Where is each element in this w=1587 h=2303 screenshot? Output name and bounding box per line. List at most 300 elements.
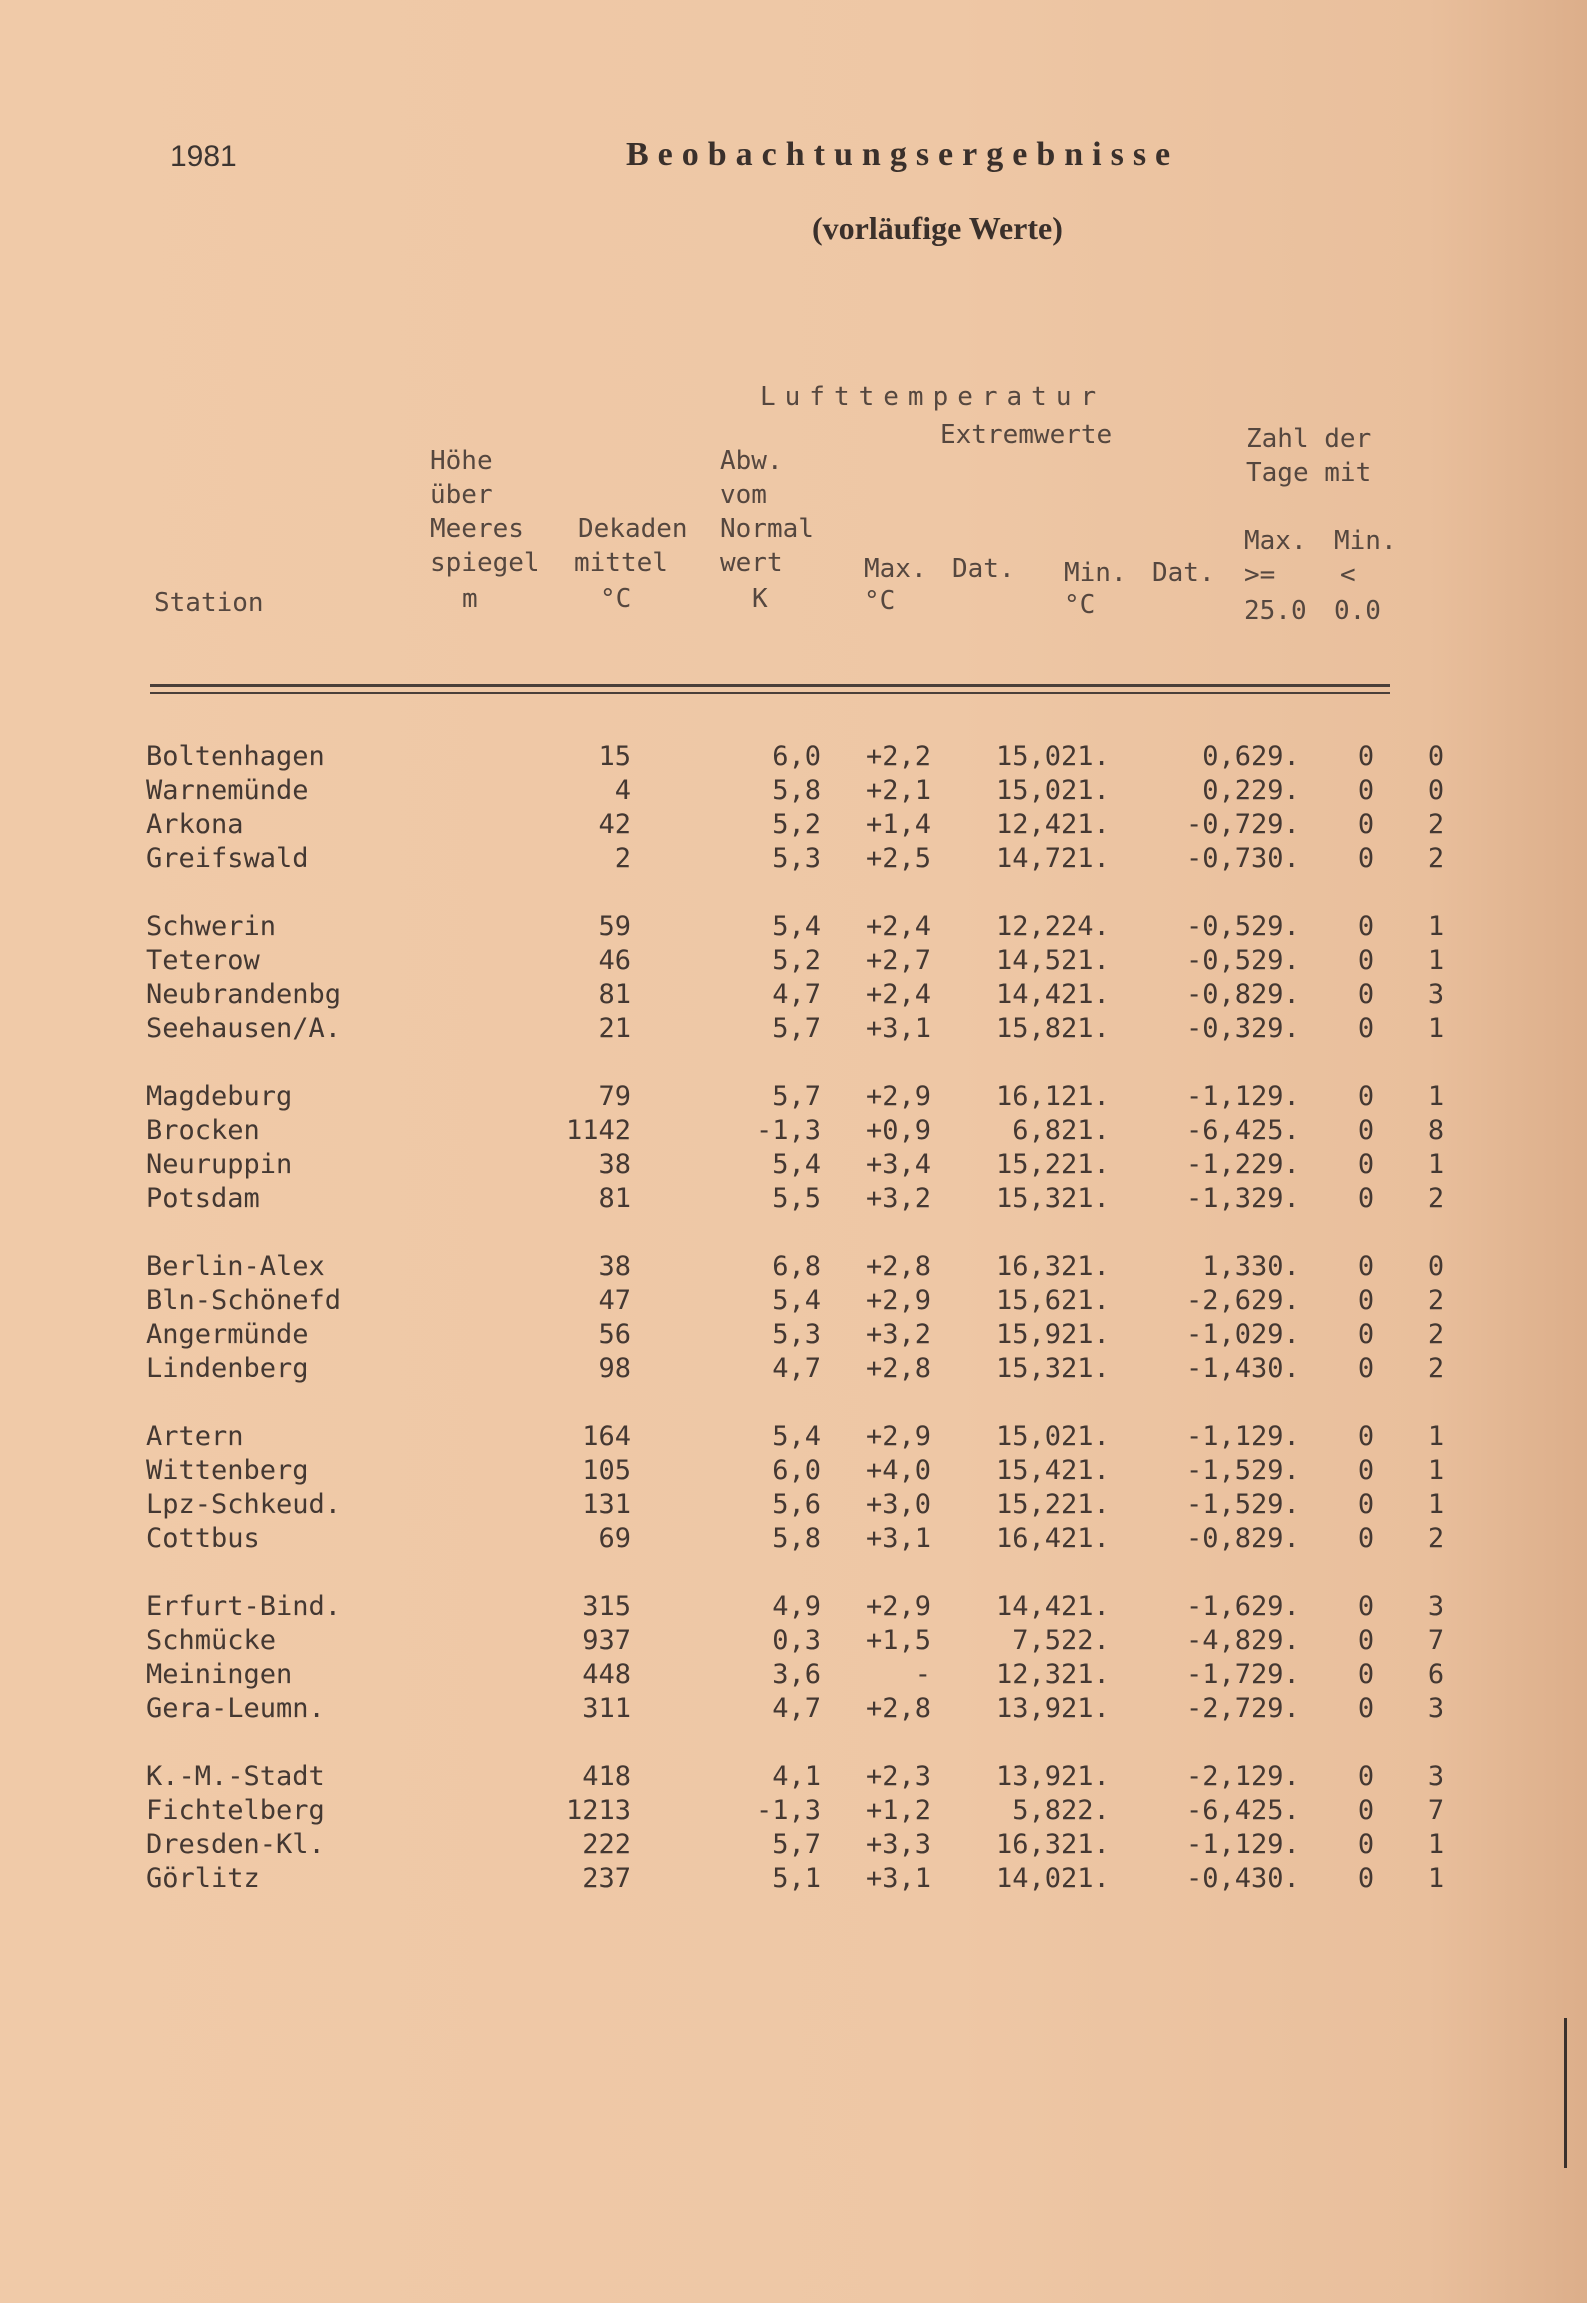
max-temp-cell: 15,2 bbox=[995, 1149, 1061, 1180]
hoehe-cell: 98 bbox=[598, 1353, 631, 1384]
min-date-cell: 29. bbox=[1251, 1421, 1300, 1452]
max-date-cell: 21. bbox=[1061, 843, 1110, 874]
min-temp-cell: 0,6 bbox=[1202, 741, 1251, 772]
min-temp-cell: -1,0 bbox=[1185, 1319, 1251, 1350]
table-row bbox=[146, 1862, 1471, 1896]
dekadenmittel-cell: 5,4 bbox=[772, 1421, 821, 1452]
max-date-cell: 21. bbox=[1061, 1523, 1110, 1554]
tage-max-cell: 0 bbox=[1357, 1149, 1375, 1180]
tage-min-cell: 2 bbox=[1427, 843, 1445, 874]
dekadenmittel-cell: 5,7 bbox=[772, 1013, 821, 1044]
max-temp-cell: 14,4 bbox=[995, 1591, 1061, 1622]
group-separator bbox=[146, 1046, 1471, 1080]
min-temp-cell: -1,6 bbox=[1185, 1591, 1251, 1622]
tage-max-cell: 0 bbox=[1357, 843, 1375, 874]
dekadenmittel-cell: 5,2 bbox=[772, 945, 821, 976]
station-name-cell: Schmücke bbox=[146, 1625, 277, 1656]
tage-min-cell: 2 bbox=[1427, 1183, 1445, 1214]
max-temp-cell: 13,9 bbox=[995, 1693, 1061, 1724]
header-dat-2: Dat. bbox=[1152, 558, 1215, 588]
header-max-unit: °C bbox=[864, 586, 896, 616]
dekadenmittel-cell: 4,9 bbox=[772, 1591, 821, 1622]
table-row bbox=[146, 1250, 1471, 1284]
tage-min-cell: 0 bbox=[1427, 775, 1445, 806]
table-row bbox=[146, 910, 1471, 944]
hoehe-cell: 448 bbox=[582, 1659, 631, 1690]
table-row bbox=[146, 1420, 1471, 1454]
dekadenmittel-cell: 3,6 bbox=[772, 1659, 821, 1690]
min-temp-cell: -0,5 bbox=[1185, 945, 1251, 976]
min-date-cell: 29. bbox=[1251, 1761, 1300, 1792]
max-temp-cell: 16,3 bbox=[995, 1829, 1061, 1860]
max-temp-cell: 7,5 bbox=[1012, 1625, 1061, 1656]
max-date-cell: 21. bbox=[1061, 775, 1110, 806]
max-date-cell: 21. bbox=[1061, 741, 1110, 772]
header-dekaden-1: Dekaden bbox=[578, 514, 688, 544]
max-temp-cell: 14,0 bbox=[995, 1863, 1061, 1894]
max-date-cell: 21. bbox=[1061, 945, 1110, 976]
max-temp-cell: 13,9 bbox=[995, 1761, 1061, 1792]
header-extremwerte: Extremwerte bbox=[940, 420, 1113, 450]
hoehe-cell: 69 bbox=[598, 1523, 631, 1554]
hoehe-cell: 79 bbox=[598, 1081, 631, 1112]
min-date-cell: 29. bbox=[1251, 1319, 1300, 1350]
abweichung-cell: +3,1 bbox=[865, 1863, 931, 1894]
max-date-cell: 21. bbox=[1061, 1591, 1110, 1622]
max-temp-cell: 15,0 bbox=[995, 741, 1061, 772]
min-temp-cell: -6,4 bbox=[1185, 1115, 1251, 1146]
min-temp-cell: -0,7 bbox=[1185, 809, 1251, 840]
abweichung-cell: - bbox=[914, 1659, 931, 1690]
table-row bbox=[146, 1658, 1471, 1692]
tage-min-cell: 1 bbox=[1427, 911, 1445, 942]
hoehe-cell: 311 bbox=[582, 1693, 631, 1724]
station-name-cell: Neubrandenbg bbox=[146, 979, 342, 1010]
min-date-cell: 29. bbox=[1251, 1013, 1300, 1044]
header-zahl-max-cond: >= bbox=[1244, 560, 1276, 590]
abweichung-cell: +2,8 bbox=[865, 1353, 931, 1384]
tage-max-cell: 0 bbox=[1357, 1625, 1375, 1656]
min-temp-cell: -2,1 bbox=[1185, 1761, 1251, 1792]
temperature-table bbox=[146, 740, 1471, 1896]
max-temp-cell: 14,7 bbox=[995, 843, 1061, 874]
min-temp-cell: -6,4 bbox=[1185, 1795, 1251, 1826]
station-name-cell: Neuruppin bbox=[146, 1149, 293, 1180]
hoehe-cell: 4 bbox=[614, 775, 631, 806]
header-zahl-max-value: 25.0 bbox=[1244, 596, 1307, 626]
dekadenmittel-cell: 5,3 bbox=[772, 843, 821, 874]
max-temp-cell: 15,0 bbox=[995, 775, 1061, 806]
header-hoehe-unit: m bbox=[462, 584, 478, 614]
max-temp-cell: 12,2 bbox=[995, 911, 1061, 942]
tage-max-cell: 0 bbox=[1357, 1285, 1375, 1316]
min-temp-cell: -1,7 bbox=[1185, 1659, 1251, 1690]
table-row bbox=[146, 1692, 1471, 1726]
tage-max-cell: 0 bbox=[1357, 1353, 1375, 1384]
max-temp-cell: 12,3 bbox=[995, 1659, 1061, 1690]
hoehe-cell: 81 bbox=[598, 1183, 631, 1214]
max-date-cell: 21. bbox=[1061, 1489, 1110, 1520]
table-row bbox=[146, 1828, 1471, 1862]
header-min-unit: °C bbox=[1064, 590, 1096, 620]
min-temp-cell: -1,5 bbox=[1185, 1455, 1251, 1486]
hoehe-cell: 1213 bbox=[565, 1795, 631, 1826]
tage-min-cell: 2 bbox=[1427, 1523, 1445, 1554]
tage-min-cell: 2 bbox=[1427, 1285, 1445, 1316]
header-hoehe-3: Meeres bbox=[430, 514, 524, 544]
max-temp-cell: 15,0 bbox=[995, 1421, 1061, 1452]
min-temp-cell: -1,1 bbox=[1185, 1421, 1251, 1452]
max-temp-cell: 12,4 bbox=[995, 809, 1061, 840]
hoehe-cell: 105 bbox=[582, 1455, 631, 1486]
tage-min-cell: 7 bbox=[1427, 1625, 1445, 1656]
dekadenmittel-cell: 4,1 bbox=[772, 1761, 821, 1792]
page-edge-mark bbox=[1564, 2018, 1567, 2168]
max-date-cell: 21. bbox=[1061, 1421, 1110, 1452]
abweichung-cell: +2,9 bbox=[865, 1081, 931, 1112]
min-date-cell: 29. bbox=[1251, 1829, 1300, 1860]
min-date-cell: 29. bbox=[1251, 1659, 1300, 1690]
dekadenmittel-cell: 4,7 bbox=[772, 979, 821, 1010]
header-tage-mit: Tage mit bbox=[1246, 458, 1372, 488]
hoehe-cell: 38 bbox=[598, 1251, 631, 1282]
tage-min-cell: 1 bbox=[1427, 1149, 1445, 1180]
max-temp-cell: 15,9 bbox=[995, 1319, 1061, 1350]
tage-max-cell: 0 bbox=[1357, 979, 1375, 1010]
header-zahl-der: Zahl der bbox=[1246, 424, 1372, 454]
max-date-cell: 21. bbox=[1061, 1149, 1110, 1180]
dekadenmittel-cell: 4,7 bbox=[772, 1693, 821, 1724]
station-name-cell: Bln-Schönefd bbox=[146, 1285, 342, 1316]
tage-max-cell: 0 bbox=[1357, 1829, 1375, 1860]
max-date-cell: 21. bbox=[1061, 979, 1110, 1010]
dekadenmittel-cell: 5,4 bbox=[772, 911, 821, 942]
max-temp-cell: 6,8 bbox=[1012, 1115, 1061, 1146]
max-date-cell: 21. bbox=[1061, 1183, 1110, 1214]
station-name-cell: Brocken bbox=[146, 1115, 260, 1146]
station-name-cell: Dresden-Kl. bbox=[146, 1829, 325, 1860]
table-row bbox=[146, 1148, 1471, 1182]
dekadenmittel-cell: 6,0 bbox=[772, 741, 821, 772]
table-row bbox=[146, 808, 1471, 842]
station-name-cell: Schwerin bbox=[146, 911, 277, 942]
table-row bbox=[146, 1794, 1471, 1828]
abweichung-cell: +1,5 bbox=[865, 1625, 931, 1656]
hoehe-cell: 237 bbox=[582, 1863, 631, 1894]
table-row bbox=[146, 1114, 1471, 1148]
dekadenmittel-cell: 5,2 bbox=[772, 809, 821, 840]
max-date-cell: 21. bbox=[1061, 1251, 1110, 1282]
table-row bbox=[146, 1624, 1471, 1658]
abweichung-cell: +2,8 bbox=[865, 1251, 931, 1282]
tage-max-cell: 0 bbox=[1357, 741, 1375, 772]
tage-max-cell: 0 bbox=[1357, 775, 1375, 806]
abweichung-cell: +2,4 bbox=[865, 979, 931, 1010]
min-date-cell: 29. bbox=[1251, 741, 1300, 772]
station-name-cell: Wittenberg bbox=[146, 1455, 309, 1486]
dekadenmittel-cell: 5,7 bbox=[772, 1829, 821, 1860]
max-temp-cell: 16,3 bbox=[995, 1251, 1061, 1282]
tage-min-cell: 1 bbox=[1427, 1829, 1445, 1860]
year: 1981 bbox=[170, 140, 237, 173]
header-abw-1: Abw. bbox=[720, 446, 783, 476]
hoehe-cell: 81 bbox=[598, 979, 631, 1010]
min-temp-cell: -0,5 bbox=[1185, 911, 1251, 942]
dekadenmittel-cell: 5,7 bbox=[772, 1081, 821, 1112]
max-date-cell: 21. bbox=[1061, 1761, 1110, 1792]
tage-max-cell: 0 bbox=[1357, 1863, 1375, 1894]
max-date-cell: 21. bbox=[1061, 1455, 1110, 1486]
tage-min-cell: 6 bbox=[1427, 1659, 1445, 1690]
header-abw-3: Normal bbox=[720, 514, 814, 544]
table-row bbox=[146, 1012, 1471, 1046]
abweichung-cell: +2,8 bbox=[865, 1693, 931, 1724]
station-name-cell: Magdeburg bbox=[146, 1081, 293, 1112]
max-date-cell: 24. bbox=[1061, 911, 1110, 942]
group-separator bbox=[146, 1726, 1471, 1760]
max-date-cell: 21. bbox=[1061, 1659, 1110, 1690]
station-name-cell: Gera-Leumn. bbox=[146, 1693, 325, 1724]
tage-min-cell: 1 bbox=[1427, 1421, 1445, 1452]
abweichung-cell: +0,9 bbox=[865, 1115, 931, 1146]
min-date-cell: 29. bbox=[1251, 1693, 1300, 1724]
tage-max-cell: 0 bbox=[1357, 1251, 1375, 1282]
tage-max-cell: 0 bbox=[1357, 1523, 1375, 1554]
min-date-cell: 30. bbox=[1251, 1863, 1300, 1894]
header-hoehe-1: Höhe bbox=[430, 446, 493, 476]
table-row bbox=[146, 1760, 1471, 1794]
header-rule-top bbox=[150, 684, 1390, 687]
station-name-cell: Teterow bbox=[146, 945, 260, 976]
tage-min-cell: 1 bbox=[1427, 1489, 1445, 1520]
tage-min-cell: 1 bbox=[1427, 1863, 1445, 1894]
tage-min-cell: 1 bbox=[1427, 1455, 1445, 1486]
hoehe-cell: 222 bbox=[582, 1829, 631, 1860]
tage-min-cell: 3 bbox=[1427, 1591, 1445, 1622]
header-rule-bottom bbox=[150, 692, 1390, 694]
max-temp-cell: 15,3 bbox=[995, 1183, 1061, 1214]
min-temp-cell: -1,1 bbox=[1185, 1081, 1251, 1112]
station-name-cell: Cottbus bbox=[146, 1523, 260, 1554]
abweichung-cell: +4,0 bbox=[865, 1455, 931, 1486]
hoehe-cell: 315 bbox=[582, 1591, 631, 1622]
station-name-cell: Lpz-Schkeud. bbox=[146, 1489, 342, 1520]
hoehe-cell: 38 bbox=[598, 1149, 631, 1180]
station-name-cell: Arkona bbox=[146, 809, 244, 840]
header-dekaden-2: mittel bbox=[574, 548, 668, 578]
min-temp-cell: -0,4 bbox=[1185, 1863, 1251, 1894]
tage-max-cell: 0 bbox=[1357, 809, 1375, 840]
hoehe-cell: 2 bbox=[614, 843, 631, 874]
min-date-cell: 29. bbox=[1251, 775, 1300, 806]
tage-min-cell: 1 bbox=[1427, 945, 1445, 976]
tage-max-cell: 0 bbox=[1357, 1081, 1375, 1112]
min-date-cell: 29. bbox=[1251, 1625, 1300, 1656]
station-name-cell: Angermünde bbox=[146, 1319, 309, 1350]
min-temp-cell: -2,7 bbox=[1185, 1693, 1251, 1724]
max-temp-cell: 15,2 bbox=[995, 1489, 1061, 1520]
abweichung-cell: +2,4 bbox=[865, 911, 931, 942]
group-separator bbox=[146, 876, 1471, 910]
max-temp-cell: 15,8 bbox=[995, 1013, 1061, 1044]
tage-min-cell: 2 bbox=[1427, 809, 1445, 840]
abweichung-cell: +3,1 bbox=[865, 1013, 931, 1044]
min-date-cell: 29. bbox=[1251, 945, 1300, 976]
station-name-cell: Greifswald bbox=[146, 843, 309, 874]
table-row bbox=[146, 740, 1471, 774]
tage-max-cell: 0 bbox=[1357, 1115, 1375, 1146]
max-date-cell: 21. bbox=[1061, 1863, 1110, 1894]
station-name-cell: Boltenhagen bbox=[146, 741, 325, 772]
abweichung-cell: +3,4 bbox=[865, 1149, 931, 1180]
tage-max-cell: 0 bbox=[1357, 1489, 1375, 1520]
tage-min-cell: 0 bbox=[1427, 741, 1445, 772]
station-name-cell: Lindenberg bbox=[146, 1353, 309, 1384]
tage-min-cell: 3 bbox=[1427, 1693, 1445, 1724]
max-temp-cell: 16,4 bbox=[995, 1523, 1061, 1554]
min-temp-cell: -1,4 bbox=[1185, 1353, 1251, 1384]
max-date-cell: 21. bbox=[1061, 1319, 1110, 1350]
dekadenmittel-cell: 5,5 bbox=[772, 1183, 821, 1214]
tage-min-cell: 1 bbox=[1427, 1013, 1445, 1044]
abweichung-cell: +2,7 bbox=[865, 945, 931, 976]
table-row bbox=[146, 978, 1471, 1012]
dekadenmittel-cell: 0,3 bbox=[772, 1625, 821, 1656]
min-date-cell: 29. bbox=[1251, 1183, 1300, 1214]
tage-min-cell: 7 bbox=[1427, 1795, 1445, 1826]
hoehe-cell: 56 bbox=[598, 1319, 631, 1350]
abweichung-cell: +2,9 bbox=[865, 1421, 931, 1452]
dekadenmittel-cell: 5,8 bbox=[772, 1523, 821, 1554]
header-abw-4: wert bbox=[720, 548, 783, 578]
group-separator bbox=[146, 1216, 1471, 1250]
dekadenmittel-cell: 5,1 bbox=[772, 1863, 821, 1894]
header-min: Min. bbox=[1064, 558, 1127, 588]
tage-max-cell: 0 bbox=[1357, 911, 1375, 942]
min-date-cell: 30. bbox=[1251, 843, 1300, 874]
table-row bbox=[146, 774, 1471, 808]
hoehe-cell: 42 bbox=[598, 809, 631, 840]
dekadenmittel-cell: 5,6 bbox=[772, 1489, 821, 1520]
min-date-cell: 25. bbox=[1251, 1115, 1300, 1146]
min-date-cell: 29. bbox=[1251, 1523, 1300, 1554]
group-separator bbox=[146, 1556, 1471, 1590]
hoehe-cell: 131 bbox=[582, 1489, 631, 1520]
min-temp-cell: -4,8 bbox=[1185, 1625, 1251, 1656]
header-hoehe-2: über bbox=[430, 480, 493, 510]
station-name-cell: Meiningen bbox=[146, 1659, 293, 1690]
station-name-cell: Seehausen/A. bbox=[146, 1013, 342, 1044]
table-row bbox=[146, 1522, 1471, 1556]
table-row bbox=[146, 1488, 1471, 1522]
max-temp-cell: 15,4 bbox=[995, 1455, 1061, 1486]
max-date-cell: 21. bbox=[1061, 1115, 1110, 1146]
max-date-cell: 21. bbox=[1061, 1013, 1110, 1044]
min-temp-cell: -0,7 bbox=[1185, 843, 1251, 874]
tage-max-cell: 0 bbox=[1357, 1761, 1375, 1792]
tage-min-cell: 3 bbox=[1427, 979, 1445, 1010]
tage-min-cell: 0 bbox=[1427, 1251, 1445, 1282]
dekadenmittel-cell: 6,0 bbox=[772, 1455, 821, 1486]
hoehe-cell: 47 bbox=[598, 1285, 631, 1316]
station-name-cell: Görlitz bbox=[146, 1863, 260, 1894]
table-row bbox=[146, 1284, 1471, 1318]
tage-min-cell: 2 bbox=[1427, 1353, 1445, 1384]
hoehe-cell: 418 bbox=[582, 1761, 631, 1792]
min-date-cell: 29. bbox=[1251, 1285, 1300, 1316]
abweichung-cell: +2,3 bbox=[865, 1761, 931, 1792]
max-date-cell: 21. bbox=[1061, 809, 1110, 840]
tage-max-cell: 0 bbox=[1357, 1795, 1375, 1826]
tage-max-cell: 0 bbox=[1357, 1421, 1375, 1452]
hoehe-cell: 937 bbox=[582, 1625, 631, 1656]
max-temp-cell: 15,6 bbox=[995, 1285, 1061, 1316]
abweichung-cell: +3,1 bbox=[865, 1523, 931, 1554]
dekadenmittel-cell: 5,8 bbox=[772, 775, 821, 806]
min-date-cell: 25. bbox=[1251, 1795, 1300, 1826]
table-row bbox=[146, 1590, 1471, 1624]
hoehe-cell: 164 bbox=[582, 1421, 631, 1452]
tage-min-cell: 3 bbox=[1427, 1761, 1445, 1792]
hoehe-cell: 21 bbox=[598, 1013, 631, 1044]
tage-max-cell: 0 bbox=[1357, 1693, 1375, 1724]
max-temp-cell: 14,5 bbox=[995, 945, 1061, 976]
max-date-cell: 21. bbox=[1061, 1081, 1110, 1112]
header-zahl-min: Min. bbox=[1334, 526, 1397, 556]
min-date-cell: 29. bbox=[1251, 1489, 1300, 1520]
max-date-cell: 21. bbox=[1061, 1353, 1110, 1384]
min-date-cell: 30. bbox=[1251, 1251, 1300, 1282]
abweichung-cell: +3,2 bbox=[865, 1319, 931, 1350]
tage-min-cell: 1 bbox=[1427, 1081, 1445, 1112]
table-row bbox=[146, 1318, 1471, 1352]
min-date-cell: 29. bbox=[1251, 1455, 1300, 1486]
min-date-cell: 29. bbox=[1251, 1081, 1300, 1112]
tage-max-cell: 0 bbox=[1357, 1183, 1375, 1214]
max-date-cell: 22. bbox=[1061, 1625, 1110, 1656]
min-date-cell: 29. bbox=[1251, 979, 1300, 1010]
tage-min-cell: 8 bbox=[1427, 1115, 1445, 1146]
min-temp-cell: -1,2 bbox=[1185, 1149, 1251, 1180]
dekadenmittel-cell: 5,3 bbox=[772, 1319, 821, 1350]
dekadenmittel-cell: -1,3 bbox=[755, 1115, 821, 1146]
tage-max-cell: 0 bbox=[1357, 945, 1375, 976]
abweichung-cell: +2,2 bbox=[865, 741, 931, 772]
station-name-cell: Potsdam bbox=[146, 1183, 260, 1214]
min-temp-cell: -0,3 bbox=[1185, 1013, 1251, 1044]
station-name-cell: Fichtelberg bbox=[146, 1795, 325, 1826]
header-dat-1: Dat. bbox=[952, 554, 1015, 584]
header-station: Station bbox=[154, 588, 264, 618]
header-zahl-max: Max. bbox=[1244, 526, 1307, 556]
max-date-cell: 22. bbox=[1061, 1795, 1110, 1826]
dekadenmittel-cell: -1,3 bbox=[755, 1795, 821, 1826]
page-subtitle: (vorläufige Werte) bbox=[812, 210, 1063, 246]
abweichung-cell: +2,5 bbox=[865, 843, 931, 874]
table-row bbox=[146, 1454, 1471, 1488]
abweichung-cell: +1,2 bbox=[865, 1795, 931, 1826]
abweichung-cell: +2,9 bbox=[865, 1285, 931, 1316]
tage-max-cell: 0 bbox=[1357, 1455, 1375, 1486]
header-zahl-min-cond: < bbox=[1340, 560, 1356, 590]
dekadenmittel-cell: 6,8 bbox=[772, 1251, 821, 1282]
abweichung-cell: +3,2 bbox=[865, 1183, 931, 1214]
max-temp-cell: 16,1 bbox=[995, 1081, 1061, 1112]
header-abw-unit: K bbox=[752, 584, 768, 614]
table-row bbox=[146, 1352, 1471, 1386]
max-temp-cell: 14,4 bbox=[995, 979, 1061, 1010]
table-row bbox=[146, 944, 1471, 978]
